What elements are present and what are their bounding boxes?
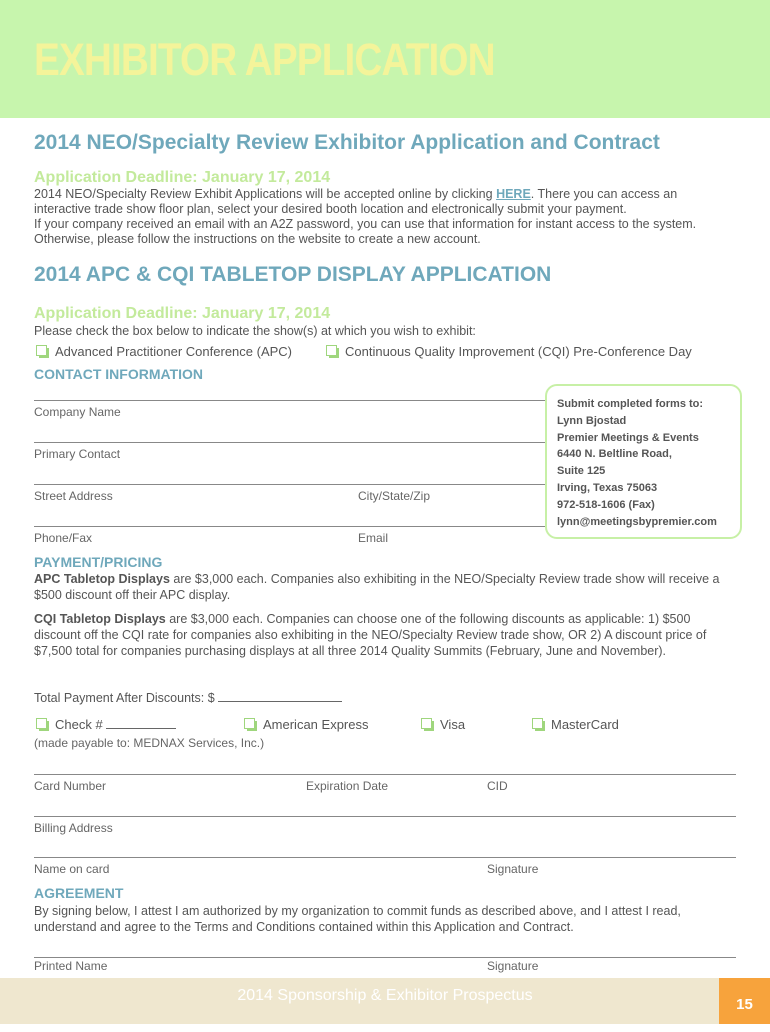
cqi-pricing-text: are $3,000 each. Companies can choose one of the following discounts as applicable: 1) $500 discount off the CQI rate for companies also exhibiting in the NEO/Specialty Review trade show, OR 2) A discount price of $7,500 total for companies purchasing displays at all three 2014 Quality Summits (February, June and November). — [34, 612, 707, 658]
option-visa[interactable] — [421, 717, 465, 732]
payable-note: (made payable to: MEDNAX Services, Inc.) — [34, 736, 265, 750]
neo-text-1: 2014 NEO/Specialty Review Exhibit Applications will be accepted online by clicking — [34, 187, 497, 201]
total-payment-field[interactable] — [218, 701, 342, 702]
phone-line[interactable] — [34, 526, 546, 527]
total-payment — [34, 691, 342, 705]
agreement-signature-label: Signature — [487, 959, 539, 973]
check-label: Check # — [55, 717, 103, 732]
checkbox-icon[interactable] — [532, 718, 545, 731]
card-number-label: Card Number — [34, 779, 107, 793]
check-number-field[interactable] — [106, 728, 176, 729]
cqi-pricing-bold: CQI Tabletop Displays — [34, 612, 166, 626]
neo-text-2: . There you can access an interactive trade show floor plan, select your desired booth location and electronically submit your payment. — [34, 187, 678, 216]
checkbox-icon[interactable] — [36, 718, 49, 731]
neo-description — [34, 187, 734, 247]
submit-email[interactable]: lynn@meetingsbypremier.com — [557, 515, 717, 528]
card-number-line[interactable] — [34, 774, 736, 775]
billing-label: Billing Address — [34, 821, 113, 835]
contact-heading: CONTACT INFORMATION — [34, 366, 204, 382]
primary-line[interactable] — [34, 442, 546, 443]
footer-title: 2014 Sponsorship & Exhibitor Prospectus — [237, 987, 533, 1004]
street-line[interactable] — [34, 484, 546, 485]
neo-deadline: Application Deadline: January 17, 2014 — [34, 169, 331, 186]
agreement-text: By signing below, I attest I am authorized by my organization to commit funds as described above, and I attest I read, understand and agree to the Terms and Conditions contained within this Application and Contract. — [34, 904, 681, 934]
neo-heading: 2014 NEO/Specialty Review Exhibitor Application and Contract — [34, 131, 660, 154]
street-label: Street Address — [34, 489, 113, 503]
checkbox-icon[interactable] — [36, 345, 49, 358]
agreement-heading: AGREEMENT — [34, 885, 124, 901]
card-signature-label: Signature — [487, 862, 539, 876]
printed-name-line[interactable] — [34, 957, 736, 958]
printed-name-label: Printed Name — [34, 959, 108, 973]
submit-line: 972-518-1606 (Fax) — [557, 498, 655, 511]
page-title: EXHIBITOR APPLICATION — [34, 34, 495, 85]
submit-line: Irving, Texas 75063 — [557, 481, 658, 494]
cqi-pricing — [34, 611, 734, 659]
apc-pricing-bold: APC Tabletop Displays — [34, 572, 170, 586]
option-check[interactable] — [36, 717, 176, 732]
name-on-card-label: Name on card — [34, 862, 110, 876]
mastercard-label: MasterCard — [551, 717, 619, 732]
option-apc[interactable] — [36, 344, 292, 359]
option-amex[interactable] — [244, 717, 368, 732]
billing-line[interactable] — [34, 816, 736, 817]
submit-line: Submit completed forms to: — [557, 398, 704, 410]
company-line[interactable] — [34, 400, 546, 401]
checkbox-icon[interactable] — [326, 345, 339, 358]
option-mastercard[interactable] — [532, 717, 619, 732]
here-link[interactable]: HERE — [496, 187, 531, 201]
submit-line: 6440 N. Beltline Road, — [557, 448, 672, 461]
header-banner — [0, 0, 770, 118]
cid-label: CID — [487, 779, 508, 793]
option-apc-label: Advanced Practitioner Conference (APC) — [55, 344, 293, 359]
email-label: Email — [358, 531, 389, 545]
tabletop-heading: 2014 APC & CQI TABLETOP DISPLAY APPLICATION — [34, 263, 552, 286]
apc-pricing-text: are $3,000 each. Companies also exhibiting in the NEO/Specialty Review trade show will receive a $500 discount off their APC display. — [34, 572, 720, 602]
city-label: City/State/Zip — [358, 489, 431, 503]
primary-label: Primary Contact — [34, 447, 121, 461]
amex-label: American Express — [263, 717, 369, 732]
submit-info-box — [545, 384, 742, 539]
option-cqi-label: Continuous Quality Improvement (CQI) Pre-Conference Day — [345, 344, 692, 359]
phone-label: Phone/Fax — [34, 531, 93, 545]
page-number: 15 — [719, 978, 770, 1024]
neo-text-3: If your company received an email with an A2Z password, you can use that information for instant access to the system. Otherwise, please follow the instructions on the website to create a new account. — [34, 217, 697, 246]
option-cqi[interactable] — [326, 344, 692, 359]
total-payment-label: Total Payment After Discounts: $ — [34, 691, 215, 705]
submit-line: Premier Meetings & Events — [557, 431, 699, 444]
apc-pricing — [34, 571, 730, 603]
company-label: Company Name — [34, 405, 121, 419]
expiration-label: Expiration Date — [306, 779, 389, 793]
visa-label: Visa — [440, 717, 466, 732]
name-on-card-line[interactable] — [34, 857, 736, 858]
tabletop-instruction: Please check the box below to indicate the show(s) at which you wish to exhibit: — [34, 324, 476, 338]
checkbox-icon[interactable] — [244, 718, 257, 731]
tabletop-deadline: Application Deadline: January 17, 2014 — [34, 305, 331, 322]
payment-heading: PAYMENT/PRICING — [34, 554, 163, 570]
submit-line: Lynn Bjostad — [557, 414, 627, 427]
checkbox-icon[interactable] — [421, 718, 434, 731]
submit-line: Suite 125 — [557, 465, 606, 478]
